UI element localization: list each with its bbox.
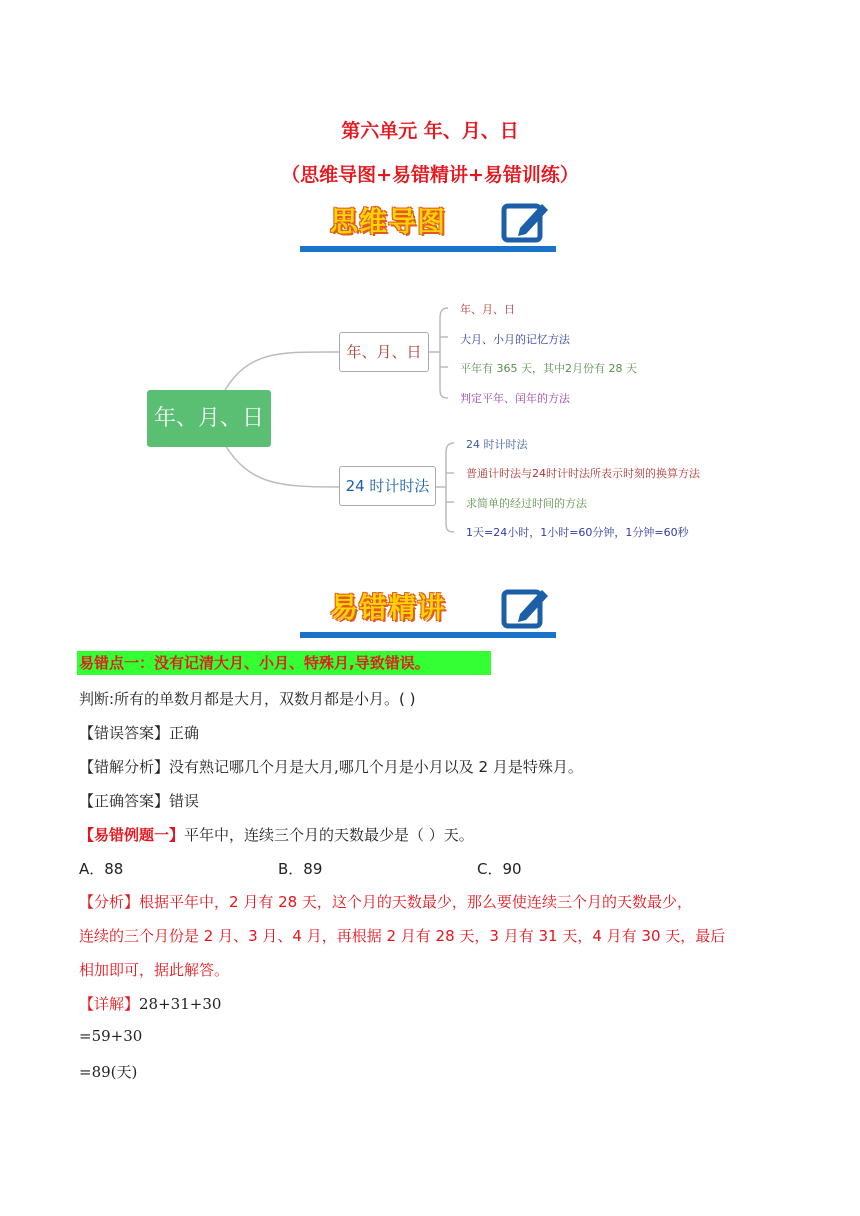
- example-question: [79, 824, 474, 845]
- analysis-line-2: 连续的三个月份是 2 月、3 月、4 月，再根据 2 月有 28 天，3 月有 31 天，4 月有 30 天，最后: [79, 927, 726, 945]
- edit-icon: [500, 198, 552, 248]
- lecture-banner-text: 易错精讲: [330, 591, 447, 624]
- example-text: 平年中，连续三个月的天数最少是（ ）天。: [184, 826, 474, 844]
- leaf-24h-2: 普通计时法与24时计时法所表示时刻的换算方法: [466, 467, 700, 480]
- leaf-24h-3: 求简单的经过时间的方法: [466, 497, 587, 510]
- detail-step-3: =89(天): [79, 1063, 138, 1081]
- mindmap-banner: [300, 198, 556, 252]
- mindmap-branch-calendar: 年、月、日: [339, 332, 429, 372]
- lecture-banner: [300, 584, 556, 638]
- leaf-24h-1: 24 时计时法: [466, 438, 528, 451]
- banner-underline: [300, 246, 556, 252]
- leaf-calendar-1: 年、月、日: [460, 303, 515, 316]
- leaf-calendar-3: 平年有 365 天，其中2月份有 28 天: [460, 362, 637, 375]
- mindmap-root: 年、月、日: [147, 390, 271, 447]
- analysis-line-1: 【分析】根据平年中，2 月有 28 天，这个月的天数最少，那么要使连续三个月的天数最少，: [79, 893, 692, 911]
- error-analysis: 【错解分析】没有熟记哪几个月是大月,哪几个月是小月以及 2 月是特殊月。: [79, 758, 583, 776]
- correct-answer: 【正确答案】错误: [79, 792, 200, 810]
- wrong-answer: 【错误答案】正确: [79, 724, 200, 742]
- detail-step-2: =59+30: [79, 1027, 143, 1045]
- detail-step-1: 28+31+30: [139, 995, 222, 1013]
- example-tag: 【易错例题一】: [79, 826, 185, 844]
- detail-tag: 【详解】: [79, 995, 140, 1013]
- mindmap-banner-text: 思维导图: [330, 205, 447, 238]
- page-subtitle: （思维导图+易错精讲+易错训练）: [281, 164, 579, 186]
- analysis-line-3: 相加即可，据此解答。: [79, 961, 230, 979]
- option-c: C．90: [477, 860, 522, 878]
- error-point-title: 易错点一：没有记清大月、小月、特殊月,导致错误。: [77, 651, 491, 675]
- option-b: B．89: [278, 860, 323, 878]
- banner-underline: [300, 632, 556, 638]
- edit-icon: [500, 584, 552, 634]
- leaf-calendar-4: 判定平年、闰年的方法: [460, 392, 570, 405]
- mindmap-branch-24h: 24 时计时法: [339, 466, 436, 506]
- leaf-calendar-2: 大月、小月的记忆方法: [460, 333, 570, 346]
- mindmap-connectors: [0, 280, 860, 550]
- leaf-24h-4: 1天=24小时，1小时=60分钟，1分钟=60秒: [466, 526, 689, 539]
- judge-question: 判断:所有的单数月都是大月，双数月都是小月。( ): [79, 690, 416, 708]
- detail-line-1: [79, 993, 221, 1014]
- option-a: A．88: [79, 860, 124, 878]
- page-title: 第六单元 年、月、日: [341, 120, 519, 142]
